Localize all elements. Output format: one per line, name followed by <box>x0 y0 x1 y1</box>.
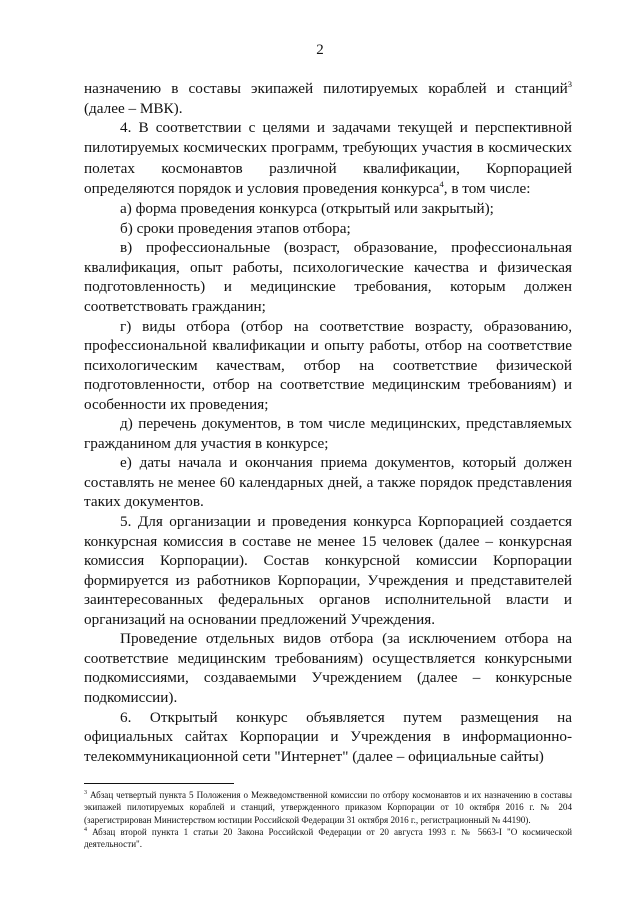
footnote-3 <box>84 789 572 826</box>
footnotes <box>84 789 572 850</box>
footnote-ref: 3 <box>567 78 572 89</box>
list-item-g: г) виды отбора (отбор на соответствие возрасту, образованию, профессиональной квалификации и опыту работы, отбор на соответствие психологическим качествам, отбор на соответствие физической подготовленности, отбор на соответствие медицинским требованиям) и особенности их проведения; <box>84 317 572 413</box>
list-item-v: в) профессиональные (возраст, образование, профессиональная квалификация, опыт работы, психологические качества и физическая подготовленность) и медицинские требования, которым должен соответствовать гражданин; <box>84 239 572 316</box>
footnote-marker: 3 <box>84 789 87 796</box>
paragraph-text: назначению в составы экипажей пилотируемых кораблей и станций <box>84 80 568 97</box>
paragraph-item-5: 5. Для организации и проведения конкурса Корпорацией создается конкурсная комиссия в составе не менее 15 человек (далее – конкурсная комиссия Корпорации). Состав конкурсной комиссии Корпорации формируется из работников Корпорации, Учреждения и представителей заинтересованных федеральных органов исполнительной власти и организаций на основании предложений Учреждения. <box>84 513 572 628</box>
list-item-b: б) сроки проведения этапов отбора; <box>120 219 351 237</box>
paragraph-item-4 <box>84 118 572 199</box>
list-item-d: д) перечень документов, в том числе медицинских, представляемых гражданином для участия в конкурсе; <box>84 415 572 452</box>
footnote-4 <box>84 826 572 851</box>
footnote-ref: 4 <box>439 178 444 189</box>
paragraph-continuation <box>84 79 572 118</box>
footnote-divider <box>84 783 234 784</box>
footnote-text: Абзац четвертый пункта 5 Положения о Межведомственной комиссии по отбору космонавтов и их назначению в составы экипажей пилотируемых кораблей и станций, утвержденного приказом Корпорации от 10 октября 2016 г. № 204 (зарегистрирован Министерством юстиции Российской Федерации 31 октября 2016 г., регистрационный № 44190). <box>84 790 572 825</box>
paragraph-text-after: , в том числе: <box>443 179 531 197</box>
paragraph-subcommissions: Проведение отдельных видов отбора (за исключением отбора на соответствие медицинским требованиям) осуществляется конкурсными подкомиссиями, создаваемыми Учреждением (далее – конкурсные подкомиссии). <box>84 630 572 706</box>
list-item-a: а) форма проведения конкурса (открытый или закрытый); <box>120 200 494 218</box>
body-text <box>84 79 572 766</box>
paragraph-text-after: (далее – МВК). <box>84 99 183 117</box>
paragraph-text: 4. В соответствии с целями и задачами текущей и перспективной пилотируемых космических программ, требующих участия в космических полетах космонавтов различной квалификации, Корпорацией определяются порядок и условия проведения конкурса <box>84 119 572 197</box>
page-number: 2 <box>316 42 324 58</box>
footnote-text: Абзац второй пункта 1 статьи 20 Закона Российской Федерации от 20 августа 1993 г. № 5663-I "О космической деятельности". <box>84 826 572 850</box>
footnote-marker: 4 <box>84 826 87 833</box>
paragraph-item-6: 6. Открытый конкурс объявляется путем размещения на официальных сайтах Корпорации и Учреждения в информационно-телекоммуникационной сети "Интернет" (далее – официальные сайты) <box>84 708 572 765</box>
list-item-e: е) даты начала и окончания приема документов, который должен составлять не менее 60 календарных дней, а также порядок представления таких документов. <box>84 454 572 511</box>
